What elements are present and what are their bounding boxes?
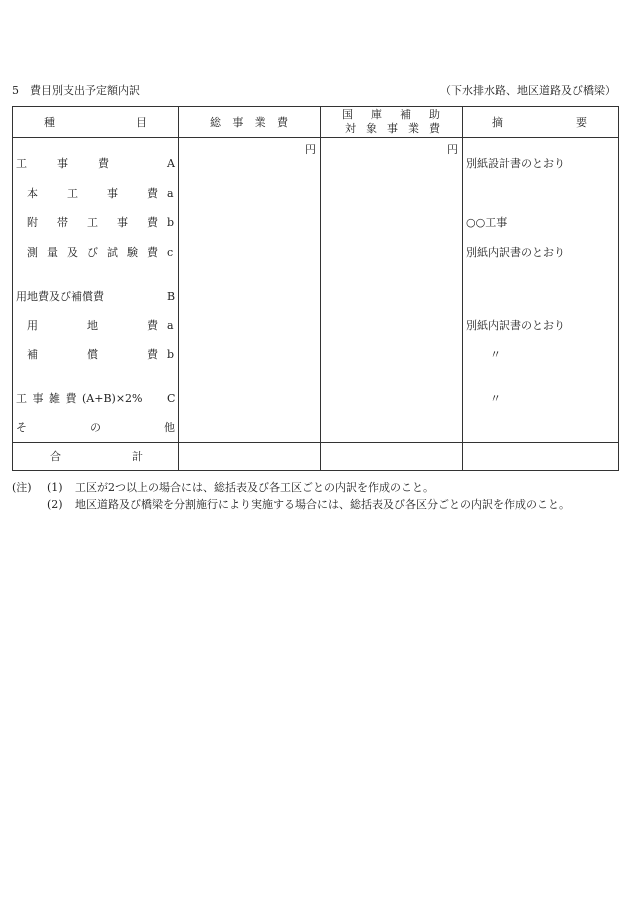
row-label: 測量及び試験費 <box>27 246 158 259</box>
header-total: 総事業費 <box>210 116 288 129</box>
note-text: 地区道路及び橋梁を分割施行により実施する場合には、総括表及び各区分ごとの内訳を作成のこと。 <box>75 498 570 511</box>
section-title: 5 費目別支出予定額内訳 <box>12 84 140 97</box>
row-code: C <box>167 392 176 405</box>
row-code: a <box>167 187 174 200</box>
total-label-right: 計 <box>132 450 143 463</box>
unit-subsidy: 円 <box>447 143 458 156</box>
row-label: 工事費 <box>16 157 109 170</box>
row-code: c <box>167 246 174 259</box>
row-code: b <box>167 216 175 229</box>
header-subsidy-line2: 対象事業費 <box>345 122 440 135</box>
note-text: 工区が2つ以上の場合には、総括表及び各工区ごとの内訳を作成のこと。 <box>75 481 434 494</box>
header-remarks-right: 要 <box>576 116 587 129</box>
row-remarks: 別紙内訳書のとおり <box>466 246 565 259</box>
row-label: その他 <box>16 421 175 434</box>
row-remarks: 〃 <box>490 392 501 405</box>
row-label: 補償費 <box>27 348 158 361</box>
row-code: B <box>167 290 176 303</box>
row-remarks: 別紙設計書のとおり <box>466 157 565 170</box>
row-remarks: 〃 <box>490 348 501 361</box>
header-subsidy-line1: 国庫補助 <box>342 108 440 121</box>
row-code: A <box>167 157 175 170</box>
unit-total: 円 <box>305 143 316 156</box>
note-number: (1) <box>47 481 63 494</box>
row-label: 用地費及び補償費 <box>16 290 104 303</box>
row-code: a <box>167 319 174 332</box>
row-label: 用地費 <box>27 319 158 332</box>
header-remarks-left: 摘 <box>492 116 503 129</box>
section-scope: （下水排水路、地区道路及び橋梁） <box>440 84 616 97</box>
header-item-left: 種 <box>44 116 55 129</box>
row-code: b <box>167 348 175 361</box>
row-label: 本工事費 <box>27 187 158 200</box>
row-label: 附帯工事費 <box>27 216 158 229</box>
row-remarks: ○○工事 <box>466 216 508 229</box>
notes-prefix: (注) <box>12 481 32 494</box>
header-item-right: 目 <box>136 116 147 129</box>
row-label: 工 事 雑 費 (A+B)×2% <box>16 392 143 405</box>
total-label-left: 合 <box>50 450 61 463</box>
note-number: (2) <box>47 498 63 511</box>
row-remarks: 別紙内訳書のとおり <box>466 319 565 332</box>
